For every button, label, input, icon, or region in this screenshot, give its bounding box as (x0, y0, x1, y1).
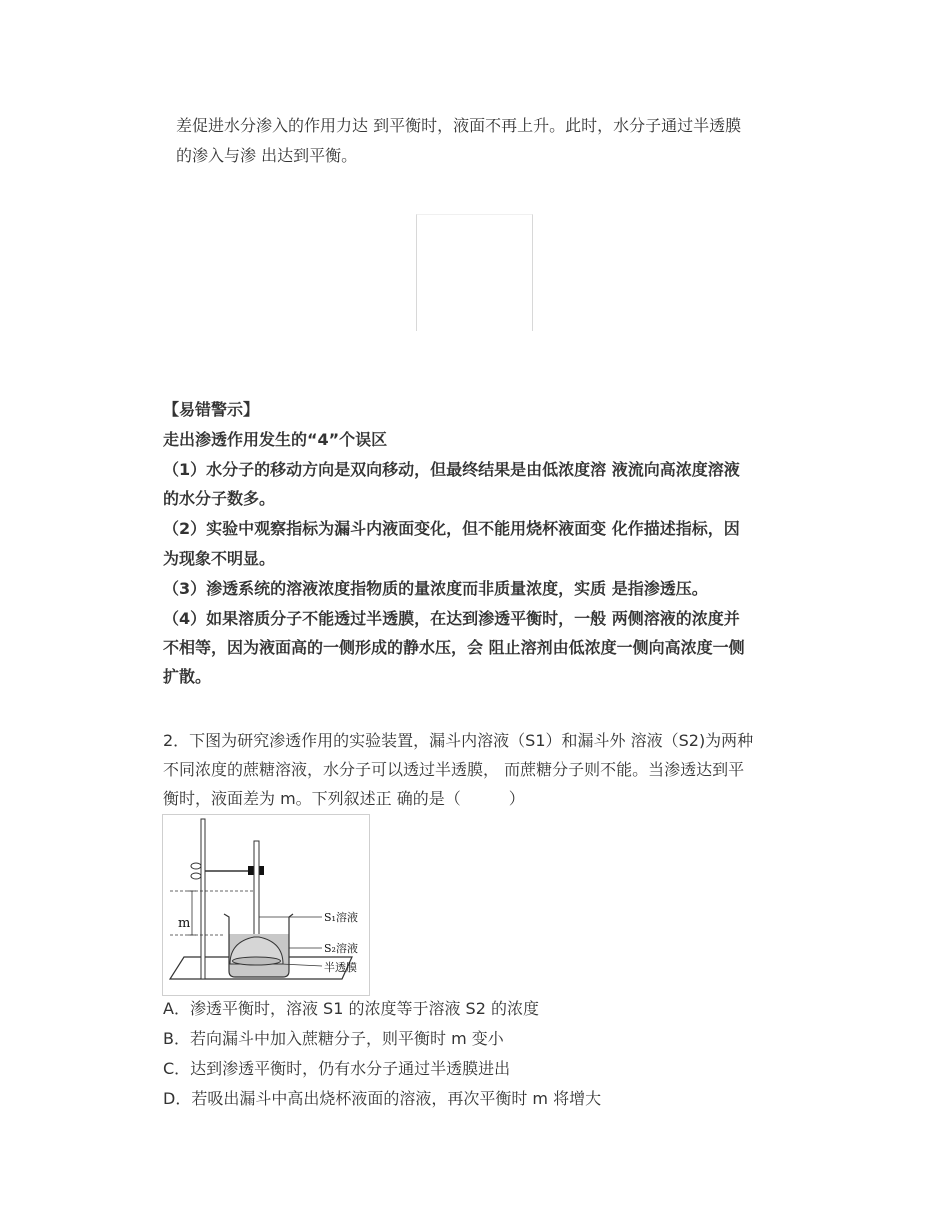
warning-line: 为现象不明显。 (163, 549, 276, 568)
label-m: m (178, 916, 191, 931)
question-line: 不同浓度的蔗糖溶液，水分子可以透过半透膜， 而蔗糖分子则不能。当渗透达到平 (163, 760, 745, 779)
intro-line-1: 差促进水分渗入的作用力达 到平衡时，液面不再上升。此时，水分子通过半透膜 (176, 116, 742, 135)
blank-figure (416, 214, 533, 331)
warning-line: （2）实验中观察指标为漏斗内液面变化，但不能用烧杯液面变 化作描述指标，因 (163, 519, 740, 538)
question-line: 衡时，液面差为 m。下列叙述正 确的是（ ） (163, 789, 525, 808)
warning-line: （4）如果溶质分子不能透过半透膜，在达到渗透平衡时，一般 两侧溶液的浓度并 (163, 609, 740, 628)
label-s1-solution: S₁溶液 (324, 911, 358, 924)
warning-line: （1）水分子的移动方向是双向移动，但最终结果是由低浓度溶 液流向高浓度溶液 (163, 460, 740, 479)
osmosis-apparatus-figure (162, 814, 370, 996)
option-c: C．达到渗透平衡时，仍有水分子通过半透膜进出 (163, 1059, 511, 1078)
label-s2-solution: S₂溶液 (324, 942, 358, 955)
question-line: 2．下图为研究渗透作用的实验装置，漏斗内溶液（S1）和漏斗外 溶液（S2)为两种 (163, 731, 754, 750)
warning-line: 扩散。 (163, 667, 212, 686)
warning-subheading: 走出渗透作用发生的“4”个误区 (163, 430, 388, 449)
warning-line: 不相等，因为液面高的一侧形成的静水压，会 阻止溶剂由低浓度一侧向高浓度一侧 (163, 638, 745, 657)
warning-heading: 【易错警示】 (163, 400, 260, 419)
label-semipermeable-membrane: 半透膜 (324, 961, 357, 974)
option-b: B．若向漏斗中加入蔗糖分子，则平衡时 m 变小 (163, 1029, 504, 1048)
option-d: D．若吸出漏斗中高出烧杯液面的溶液，再次平衡时 m 将增大 (163, 1089, 602, 1108)
warning-line: （3）渗透系统的溶液浓度指物质的量浓度而非质量浓度，实质 是指渗透压。 (163, 579, 708, 598)
option-a: A．渗透平衡时，溶液 S1 的浓度等于溶液 S2 的浓度 (163, 999, 539, 1018)
warning-line: 的水分子数多。 (163, 489, 276, 508)
intro-line-2: 的渗入与渗 出达到平衡。 (176, 146, 358, 165)
